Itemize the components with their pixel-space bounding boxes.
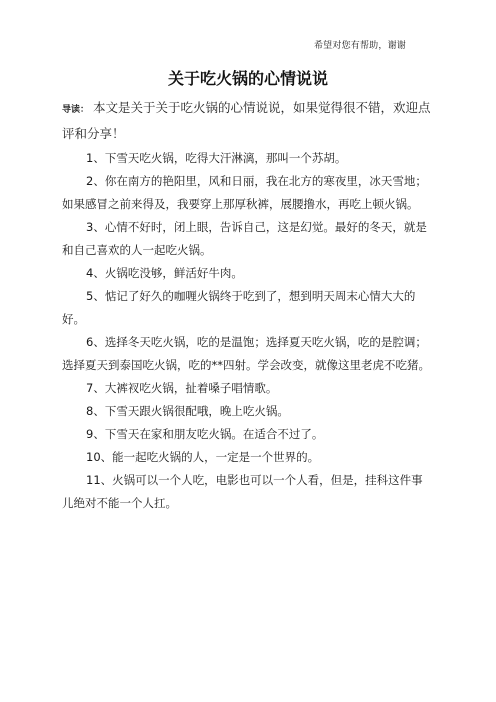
intro-text: 本文是关于关于吃火锅的心情说说，如果觉得很不错，欢迎点评和分享！ bbox=[62, 100, 431, 141]
header-note: 希望对您有帮助，谢谢 bbox=[313, 41, 406, 51]
page-title: 关于吃火锅的心情说说 bbox=[167, 69, 328, 88]
paragraph: 6、选择冬天吃火锅，吃的是温饱；选择夏天吃火锅，吃的是腔调；选择夏天到泰国吃火锅，吃的**四射。学会改变，就像这里老虎不吃猪。 bbox=[62, 335, 430, 372]
paragraph: 1、下雪天吃火锅，吃得大汗淋漓，那叫一个苏胡。 bbox=[86, 151, 347, 165]
paragraph: 8、下雪天跟火锅很配哦，晚上吃火锅。 bbox=[86, 404, 289, 418]
paragraph: 4、火锅吃没够，鲜活好牛肉。 bbox=[86, 266, 243, 280]
paragraph: 7、大裤衩吃火锅，扯着嗓子唱情歌。 bbox=[86, 381, 278, 395]
paragraph: 10、能一起吃火锅的人，一定是一个世界的。 bbox=[86, 450, 320, 464]
intro-block bbox=[62, 96, 434, 145]
paragraph: 11、火锅可以一个人吃，电影也可以一个人看，但是，挂科这件事儿绝对不能一个人扛。 bbox=[62, 473, 423, 510]
paragraph-list bbox=[62, 147, 434, 515]
paragraph: 5、惦记了好久的咖喱火锅终于吃到了，想到明天周末心情大大的好。 bbox=[62, 289, 416, 326]
intro-label: 导读： bbox=[62, 105, 90, 115]
paragraph: 3、心情不好时，闭上眼，告诉自己，这是幻觉。最好的冬天，就是和自己喜欢的人一起吃火锅。 bbox=[62, 220, 427, 257]
paragraph: 9、下雪天在家和朋友吃火锅。在适合不过了。 bbox=[86, 427, 324, 441]
paragraph: 2、你在南方的艳阳里，风和日丽，我在北方的寒夜里，冰天雪地；如果感冒之前来得及，我要穿上那厚秋裤，展腰撸水，再吃上顿火锅。 bbox=[62, 174, 427, 211]
